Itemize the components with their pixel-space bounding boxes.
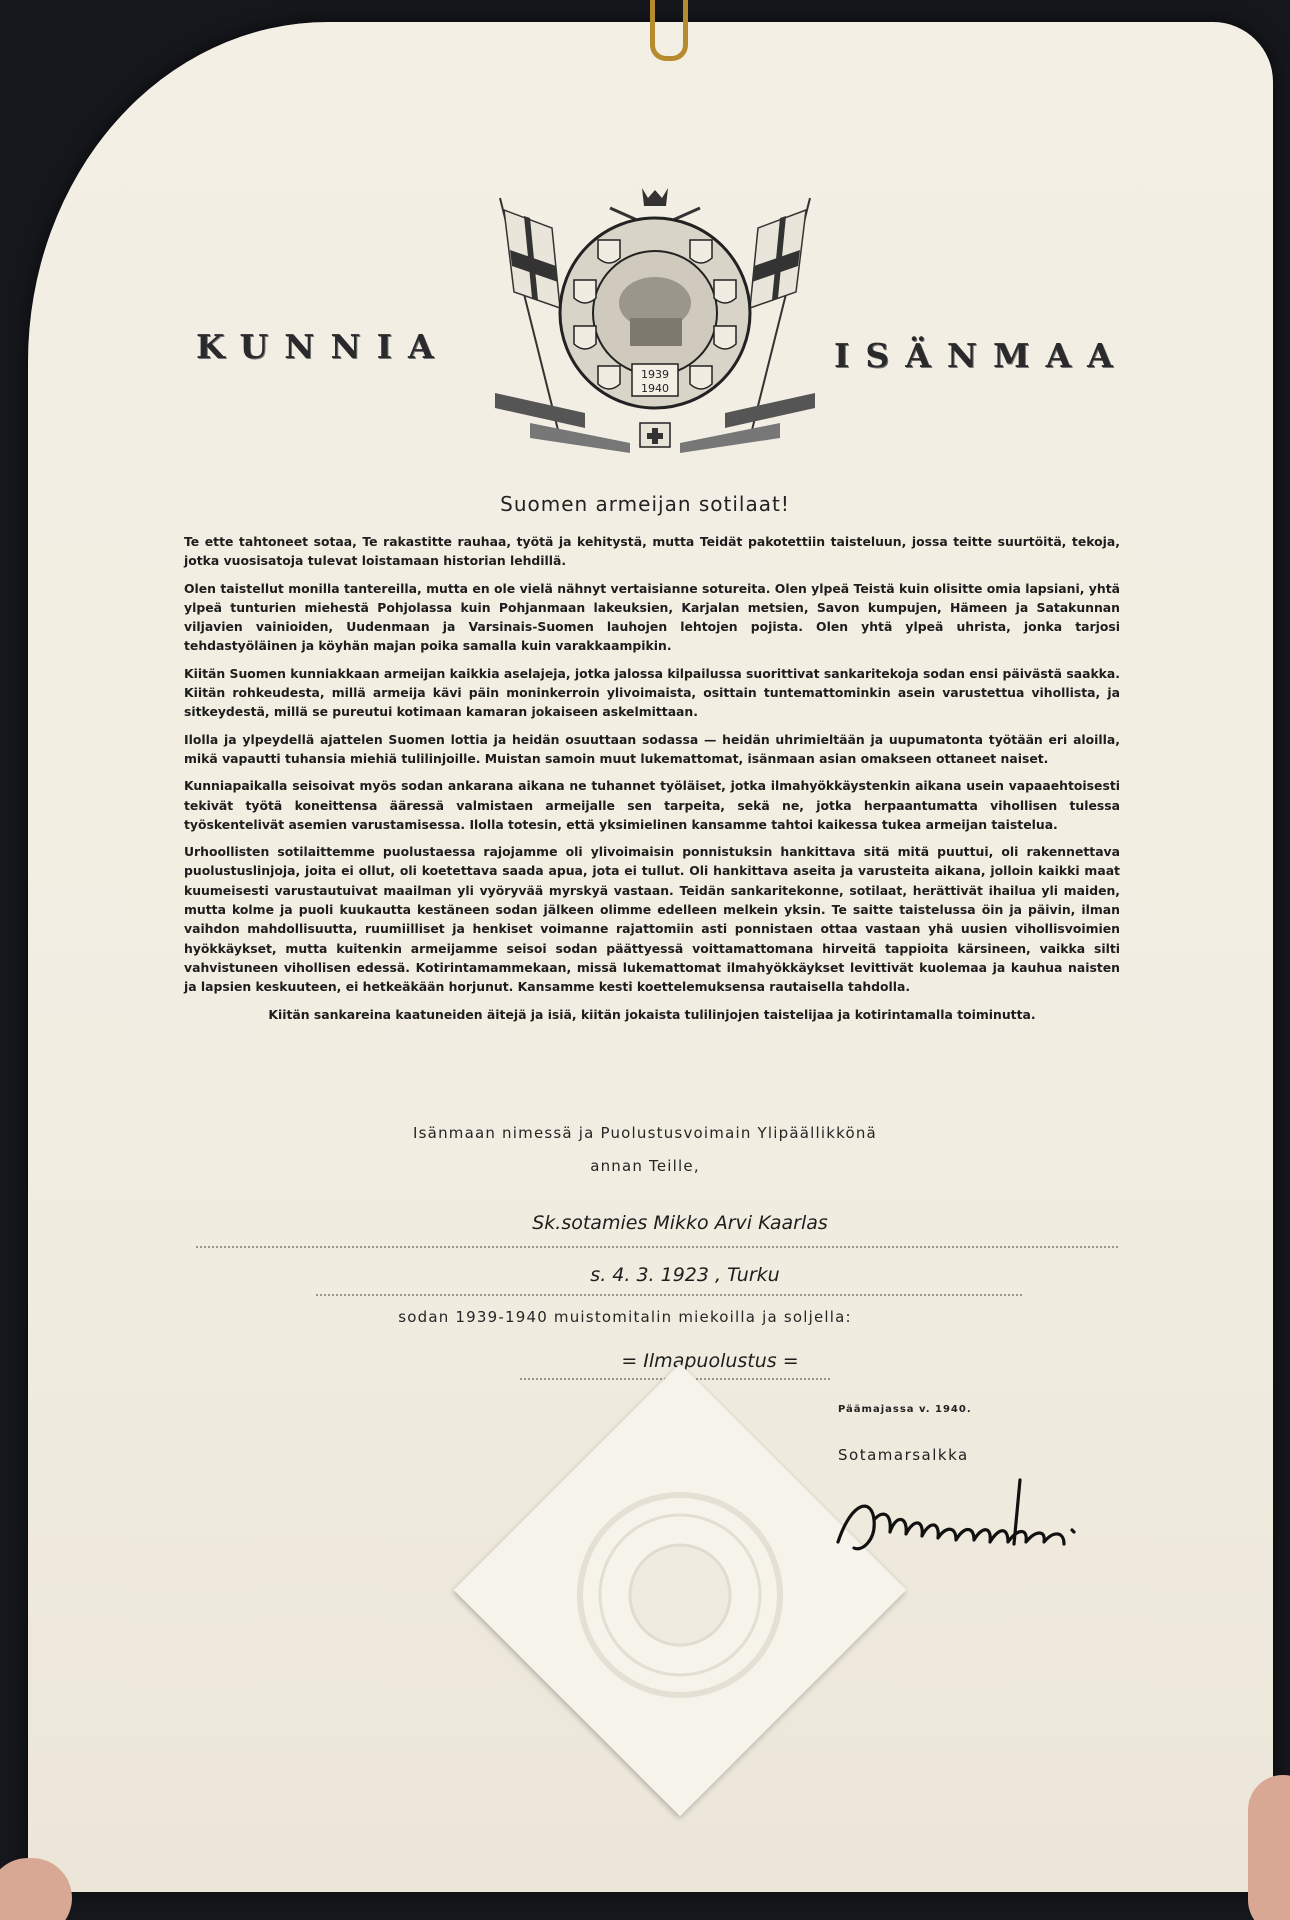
grant-line-2: annan Teille, [590,1157,700,1175]
recipient-name-dotted-line [196,1246,1118,1248]
proclamation-body [184,532,1120,1032]
place-date: Päämajassa v. 1940. [838,1404,972,1415]
recipient-birth-dotted-line [316,1294,1022,1296]
handwritten-signature [832,1460,1132,1570]
signer-title: Sotamarsalkka [838,1446,969,1464]
recipient-birth: s. 4. 3. 1923 , Turku [590,1264,780,1286]
paragraph-3: Kiitän Suomen kunniakkaan armeijan kaikkia aselajeja, jotka jalossa kilpailussa suorittivat sankaritekoja sodan ensi päivästä saakka. Kiitän rohkeudesta, millä armeija kävi päin moninkerroin ylivoimaista, osittain tuntemattominkin asein varustettua vihollista, ja sitkeydestä, millä se pureutui kotimaan kamaran jokaiseen askelmittaan. [184,665,1120,720]
medal-description: sodan 1939-1940 muistomitalin miekoilla ja soljella: [398,1308,852,1326]
recipient-name: Sk.sotamies Mikko Arvi Kaarlas [532,1212,828,1234]
proclamation-title: Suomen armeijan sotilaat! [500,492,790,516]
heading-left-word: KUNNIA [196,327,450,366]
paragraph-7: Kiitän sankareina kaatuneiden äitejä ja isiä, kiitän jokaista tulilinjojen taistelijaa ja kotirintamalla toiminutta. [268,1006,1036,1022]
grant-line-1: Isänmaan nimessä ja Puolustusvoimain Ylipäällikkönä [413,1124,877,1142]
paragraph-4: Ilolla ja ylpeydellä ajattelen Suomen lottia ja heidän osuuttaan sodassa — heidän uhrimieltään ja uupumatonta työtään eri aloilla, mikä vapautti tuhansia miehiä tulilinjoille. Muistan samoin muut lukemattomat, isänmaan asian omakseen ottaneet naiset. [184,731,1120,766]
heading-right-word: ISÄNMAA [834,336,1129,375]
paragraph-2: Olen taistellut monilla tantereilla, mutta en ole vielä nähnyt vertaisianne sotureita. Olen ylpeä Teistä kuin olisitte omia lapsiani, yhtä ylpeä tunturien miehestä Pohjolassa kuin Pohjanmaan lakeuksien, Karjalan metsien, Savon kumpujen, Hämeen ja Satakunnan viljavien vainioiden, Uudenmaan ja Varsinais-Suomen lauhojen lehtojen pojista. Olen yhtä ylpeä uhrista, jonka tarjosi tehdastyöläinen ja köyhän majan poika samalla kuin varakkaampikin. [184,580,1120,654]
paragraph-6: Urhoollisten sotilaittemme puolustaessa rajojamme oli ylivoimaisin ponnistuksin hankittava sitä mitä puuttui, oli rakennettava puolustuslinjoja, joita ei ollut, oli koetettava saada apua, jota ei tullut. Oli hankittava aseita ja varusteita aikana, jolloin kaikki maat kuumeisesti varustautuivat maailman yli vyöryvää myrskyä vastaan. Teidän sankaritekonne, sotilaat, herättivät ihailua yli maiden, mutta kolme ja puoli kuukautta kestäneen sodan jälkeen olimme edelleen melkein yksin. Te saitte taistelussa öin ja päivin, ilman vaihdon mahdollisuutta, ruumiilliset ja henkiset voimanne rajattomiin asti ponnistaen ottaa vastaan yhä uusien vihollisvoimien hyökkäykset, mutta kuitenkin armeijamme seisoi sodan päättyessä voittamattomana hirveitä tappioita kärsineen, vaikka silti vahvistuneen vihollisen edessä. Kotirintamammekaan, missä lukemattomat ilmahyökkäykset levittivät kuolemaa ja kauhua naisten ja lapsien keskuuteen, ei hetkeäkään horjunut. Kansamme kesti koettelemuksensa rautaisella tahdolla. [184,844,1120,995]
years-bottom-text: 1940 [641,382,669,395]
coat-of-arms-emblem [490,188,820,458]
embossed-seal-icon [555,1470,805,1720]
right-thumb [1248,1775,1290,1920]
years-top-text: 1939 [641,368,669,381]
paragraph-1: Te ette tahtoneet sotaa, Te rakastitte rauhaa, työtä ja kehitystä, mutta Teidät pakotettiin taisteluun, jossa teitte suurtöitä, tekoja, jotka vuosisatoja tulevat loistamaan historian lehdillä. [184,534,1120,569]
clasp-name: = Ilmapuolustus = [621,1350,799,1372]
paragraph-5: Kunniapaikalla seisoivat myös sodan ankarana aikana ne tuhannet työläiset, jotka ilmahyökkäystenkin aikana usein vapaaehtoisesti tekivät työtä koneittensa ääressä valmistaen armeijalle sen tarpeita, sekä ne, jotka herpaantumatta vihollisen tulessa työskentelivät asemien varustamisessa. Ilolla totesin, että yksimielinen kansamme tahtoi kaikessa tukea armeijan taistelua. [184,778,1120,832]
brass-hanger-ring [650,0,688,61]
